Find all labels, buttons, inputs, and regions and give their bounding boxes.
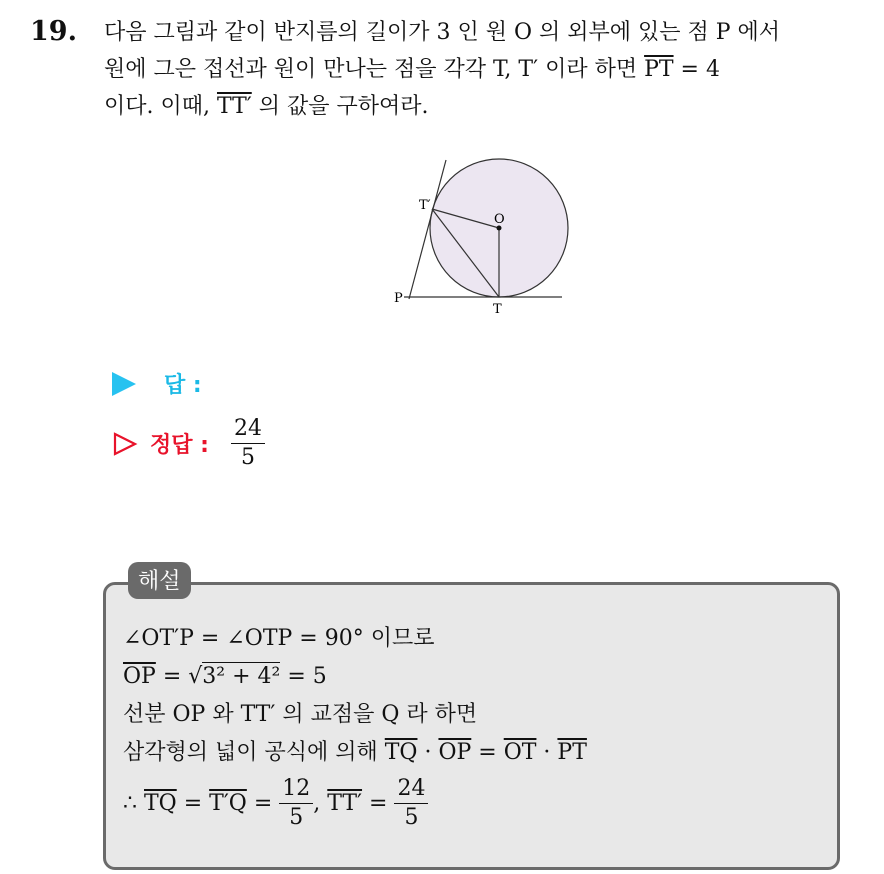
play-outline-icon <box>112 431 138 457</box>
label-p: P <box>394 291 403 306</box>
equals: = <box>176 790 210 816</box>
answer-label: 답 : <box>164 373 202 398</box>
fraction-12-5 <box>279 778 313 829</box>
segment-ot: $\overline{OT}$ <box>503 740 537 765</box>
problem-line-3-post: 의 값을 구하여라. <box>251 94 429 119</box>
solution-line-4 <box>123 734 823 772</box>
comma: , <box>313 790 328 816</box>
fraction-numerator: 24 <box>231 418 265 444</box>
problem-line-3-pre: 이다. 이때, <box>104 94 217 119</box>
solution-line-5 <box>123 778 823 829</box>
dot-operator: · <box>536 740 558 765</box>
sqrt-symbol: √ <box>188 664 203 689</box>
segment-tq-2: $\overline{TQ}$ <box>144 790 177 816</box>
problem-line-1: 다음 그림과 같이 반지름의 길이가 3 인 원 O 의 외부에 있는 점 P 에서 <box>104 20 781 45</box>
solution-body <box>123 620 823 829</box>
fraction-denominator: 5 <box>240 445 255 470</box>
segment-tq: $\overline{TQ}$ <box>384 740 418 765</box>
dot-operator: · <box>417 740 439 765</box>
segment-tt-prime-2: TT′ <box>327 790 363 816</box>
solution-line-4-pre: 삼각형의 넓이 공식에 의해 <box>123 740 385 765</box>
label-t: T <box>493 302 502 317</box>
label-o: O <box>494 212 505 227</box>
problem-number: 19. <box>30 16 77 47</box>
fraction-24-5 <box>394 778 428 829</box>
correct-answer-row <box>112 418 265 469</box>
solution-line-1: ∠OT′P = ∠OTP = 90° 이므로 <box>123 626 435 651</box>
segment-tt-prime: TT′ <box>216 94 252 119</box>
therefore-symbol: ∴ <box>123 790 144 816</box>
equals: = <box>471 740 504 765</box>
label-t-prime: T′ <box>419 198 431 213</box>
solution-line-3: 선분 OP 와 TT′ 의 교점을 Q 라 하면 <box>123 702 478 727</box>
problem-line-3 <box>104 88 864 125</box>
fraction-denominator: 5 <box>404 805 419 830</box>
equals: = <box>155 664 189 689</box>
sqrt-radicand: 3² + 4² <box>202 664 281 689</box>
segment-op-2: $\overline{OP}$ <box>438 740 472 765</box>
problem-line-2-post: = 4 <box>673 57 720 82</box>
equals: = <box>362 790 395 816</box>
fraction-numerator: 12 <box>279 778 313 804</box>
answer-row <box>112 368 202 399</box>
segment-op: $\overline{OP}$ <box>123 664 156 689</box>
play-filled-icon <box>112 372 136 396</box>
correct-answer-label: 정답 : <box>150 433 209 458</box>
problem-line-2 <box>104 51 864 88</box>
fraction-numerator: 24 <box>394 778 428 804</box>
result: = 5 <box>280 664 327 689</box>
problem-line-2-pre: 원에 그은 접선과 원이 만나는 점을 각각 T, T′ 이라 하면 <box>104 57 645 82</box>
geometry-figure <box>390 158 570 318</box>
solution-line-2 <box>123 658 823 696</box>
segment-pt-2: $\overline{PT}$ <box>557 740 587 765</box>
segment-pt: $\overline{PT}$ <box>644 57 674 82</box>
problem-text <box>104 14 864 125</box>
segment-tprime-q: T′Q <box>209 790 247 816</box>
fraction-denominator: 5 <box>289 805 304 830</box>
equals: = <box>246 790 280 816</box>
solution-tag: 해설 <box>128 562 191 599</box>
correct-answer-fraction <box>231 418 265 469</box>
